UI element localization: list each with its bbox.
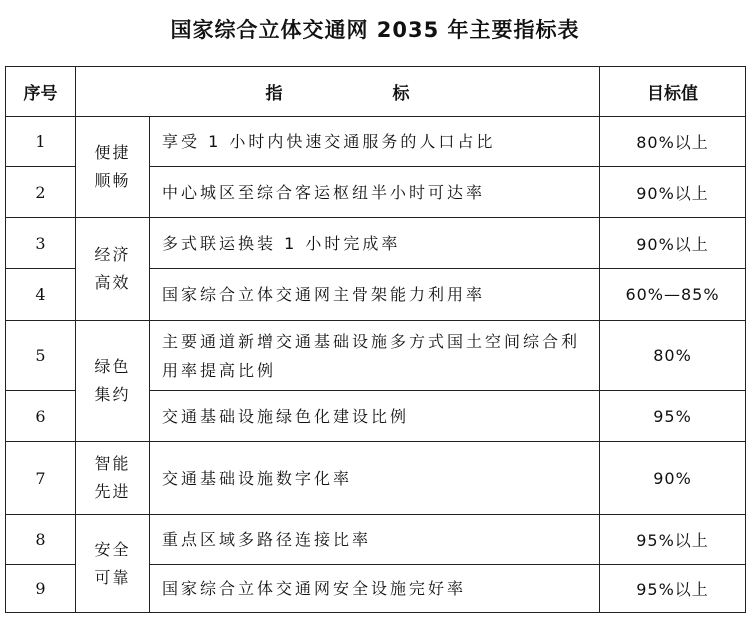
table-row xyxy=(6,321,746,391)
row-number: 2 xyxy=(6,167,76,218)
indicator-cell: 重点区域多路径连接比率 xyxy=(150,515,600,565)
row-number: 1 xyxy=(6,117,76,167)
category-line: 安全 xyxy=(94,539,131,559)
indicator-cell: 国家综合立体交通网安全设施完好率 xyxy=(150,565,600,613)
category-line: 便捷 xyxy=(94,143,131,162)
category-cell xyxy=(76,442,150,515)
row-number: 4 xyxy=(6,269,76,321)
category-line: 绿色 xyxy=(94,357,131,376)
category-line: 智能 xyxy=(94,454,131,473)
category-line: 可靠 xyxy=(94,567,131,587)
category-line: 经济 xyxy=(94,245,131,264)
table-row xyxy=(6,117,746,167)
category-line: 先进 xyxy=(94,482,131,501)
category-cell xyxy=(76,117,150,218)
row-number: 5 xyxy=(6,321,76,391)
indicator-cell: 交通基础设施绿色化建设比例 xyxy=(150,391,600,442)
value-cell: 90%以上 xyxy=(600,218,746,269)
category-line: 高效 xyxy=(94,273,131,292)
category-line: 集约 xyxy=(94,385,131,404)
table-row xyxy=(6,218,746,269)
value-cell: 80% xyxy=(600,321,746,391)
value-cell: 90% xyxy=(600,442,746,515)
header-indicator-part1: 指 xyxy=(265,84,283,104)
table-row xyxy=(6,442,746,515)
header-indicator-part2: 标 xyxy=(392,84,410,104)
header-indicator xyxy=(76,67,600,117)
value-cell: 95%以上 xyxy=(600,515,746,565)
indicator-cell: 国家综合立体交通网主骨架能力利用率 xyxy=(150,269,600,321)
indicator-table xyxy=(5,66,746,613)
table-header-row xyxy=(6,67,746,117)
row-number: 9 xyxy=(6,565,76,613)
indicator-cell: 多式联运换装 1 小时完成率 xyxy=(150,218,600,269)
row-number: 3 xyxy=(6,218,76,269)
indicator-cell: 享受 1 小时内快速交通服务的人口占比 xyxy=(150,117,600,167)
row-number: 8 xyxy=(6,515,76,565)
header-seq: 序号 xyxy=(6,67,76,117)
indicator-cell: 交通基础设施数字化率 xyxy=(150,442,600,515)
category-cell xyxy=(76,321,150,442)
category-cell xyxy=(76,515,150,613)
value-cell: 60%—85% xyxy=(600,269,746,321)
header-target: 目标值 xyxy=(600,67,746,117)
indicator-cell: 主要通道新增交通基础设施多方式国土空间综合利用率提高比例 xyxy=(150,321,600,391)
page-title: 国家综合立体交通网 2035 年主要指标表 xyxy=(170,18,580,42)
value-cell: 95%以上 xyxy=(600,565,746,613)
category-cell xyxy=(76,218,150,321)
value-cell: 90%以上 xyxy=(600,167,746,218)
table-row xyxy=(6,515,746,565)
category-line: 顺畅 xyxy=(94,171,131,190)
value-cell: 95% xyxy=(600,391,746,442)
value-cell: 80%以上 xyxy=(600,117,746,167)
row-number: 6 xyxy=(6,391,76,442)
indicator-cell: 中心城区至综合客运枢纽半小时可达率 xyxy=(150,167,600,218)
row-number: 7 xyxy=(6,442,76,515)
